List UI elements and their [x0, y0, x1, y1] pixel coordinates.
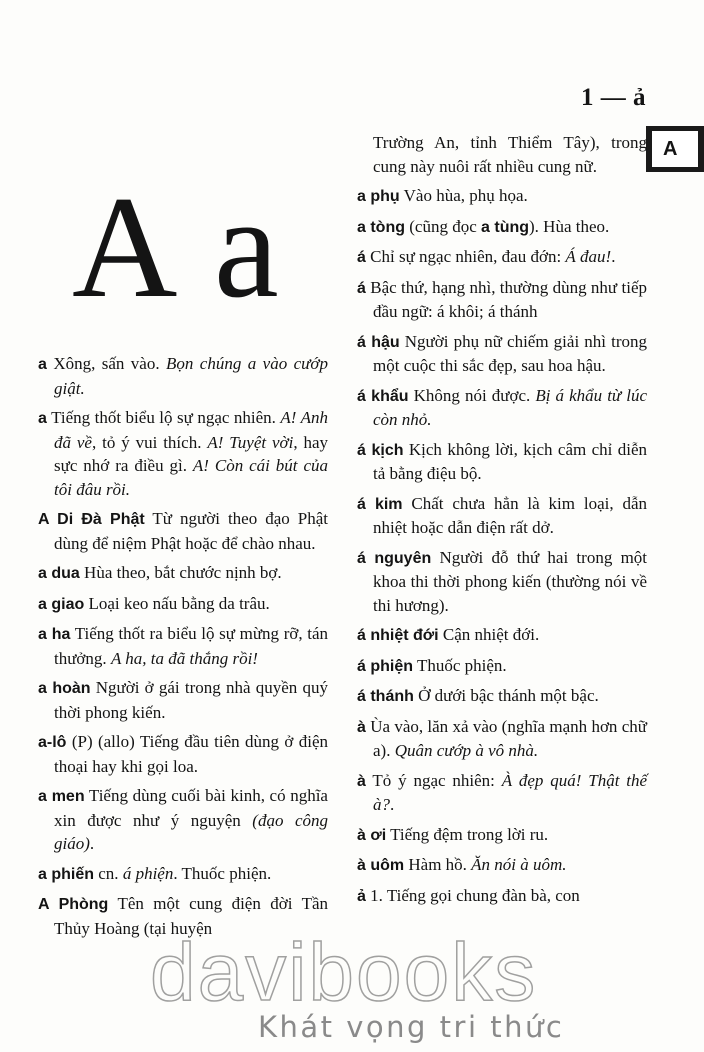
headword: à uôm — [357, 857, 405, 874]
entry — [38, 622, 328, 670]
headword: a giao — [38, 595, 85, 613]
definition: Tiếng dùng cuối bài kinh, có nghĩa xin được như ý nguyện — [54, 786, 328, 830]
headword: à — [357, 772, 366, 790]
entry — [357, 330, 647, 378]
entry — [38, 862, 328, 887]
definition: Tỏ ý ngạc nhiên: — [372, 770, 495, 790]
entry — [357, 245, 647, 270]
headword: a — [38, 356, 47, 373]
headword: á nguyên — [357, 549, 432, 567]
headword: á kim — [357, 495, 403, 513]
definition: , hay sực nhớ ra điều gì. — [54, 432, 329, 475]
definition: Hàm hồ. — [408, 855, 467, 874]
entry — [357, 823, 647, 848]
entry — [357, 492, 647, 540]
example: Quân cướp à vô nhà. — [394, 741, 539, 760]
headword: á — [357, 249, 366, 266]
entry — [357, 184, 647, 209]
definition: Bậc thứ, hạng nhì, thường dùng như tiếp đầu ngữ: á khôi; á thánh — [370, 277, 647, 321]
entry — [357, 769, 647, 817]
entry — [357, 546, 647, 618]
entry — [357, 884, 647, 909]
headword: a hoàn — [38, 680, 91, 697]
headword: a — [38, 410, 47, 427]
definition: . Thuốc phiện. — [173, 863, 272, 883]
entry — [357, 654, 647, 679]
example: A! Tuyệt vời — [207, 432, 294, 452]
example: A! Còn cái bút của tôi đâu rồi. — [54, 456, 328, 499]
headword: ả — [357, 887, 366, 905]
definition: . — [611, 247, 616, 266]
definition: . — [89, 834, 95, 853]
watermark-slogan: Khát vọng tri thức — [258, 1010, 565, 1044]
headword: A Phòng — [38, 896, 109, 913]
headword: a ha — [38, 626, 71, 643]
entry — [357, 384, 647, 432]
example: á phiện — [122, 863, 174, 883]
entry — [38, 730, 328, 778]
column-right — [357, 131, 647, 914]
example: (đạo công giáo) — [54, 810, 328, 853]
definition: Loại keo nấu bằng da trâu. — [88, 593, 270, 613]
running-header: 1 — ả — [581, 84, 646, 111]
example: A! Anh đã về — [54, 408, 329, 452]
definition: (cũng đọc — [409, 216, 477, 236]
entry — [357, 715, 647, 763]
definition: Chất chưa hẳn là kim loại, dẫn nhiệt hoặc dẫn điện rất dở. — [373, 493, 647, 537]
definition: (P) (allo) Tiếng đầu tiên dùng ở điện thoại hay khi gọi loa. — [54, 732, 329, 776]
headword: á thánh — [357, 688, 414, 705]
entry — [38, 676, 328, 724]
headword: á phiện — [357, 657, 414, 675]
example: Ăn nói à uôm. — [471, 855, 567, 874]
definition: Tiếng thốt biểu lộ sự ngạc nhiên. — [51, 408, 276, 427]
example: Bị á khẩu từ lúc còn nhỏ. — [373, 385, 648, 429]
entry — [38, 561, 328, 586]
definition: Thuốc phiện. — [416, 655, 507, 675]
definition: Ùa vào, lăn xả vào (nghĩa mạnh hơn chữ a). — [370, 716, 647, 760]
entry-continuation — [357, 131, 647, 178]
example: À đẹp quá! Thật thế à? — [373, 770, 648, 814]
definition: Ở dưới bậc thánh một bậc. — [418, 686, 599, 705]
headword: á khẩu — [357, 387, 409, 405]
definition: Kịch không lời, kịch câm chỉ diễn tả bằng điệu bộ. — [373, 439, 648, 483]
definition: Người đỗ thứ hai trong một khoa thi thời phong kiến (thường nói về thi hương). — [373, 547, 648, 615]
definition: Cận nhiệt đới. — [442, 625, 540, 644]
definition: Không nói được. — [413, 385, 531, 405]
thumb-index-tab — [646, 126, 704, 172]
entry — [357, 853, 647, 878]
headword: a dua — [38, 565, 80, 582]
definition: Trường An, tỉnh Thiểm Tây), trong cung này nuôi rất nhiều cung nữ. — [373, 133, 647, 176]
entry — [38, 784, 328, 856]
section-title: A a — [72, 166, 283, 328]
entry — [357, 215, 647, 240]
headword: à ơi — [357, 826, 387, 844]
watermark-brand: davibooks — [150, 927, 538, 1018]
thumb-index-letter: A — [652, 131, 698, 167]
definition: Hùa theo, bắt chước nịnh bợ. — [84, 563, 282, 582]
definition: Chỉ sự ngạc nhiên, đau đớn: — [370, 247, 562, 266]
definition: Tên một cung điện đời Tần Thủy Hoàng (tại huyện — [54, 894, 328, 938]
definition: Từ người theo đạo Phật dùng để niệm Phật hoặc để chào nhau. — [54, 509, 328, 553]
entry — [38, 406, 328, 501]
entry — [38, 352, 328, 400]
headword: à — [357, 718, 366, 736]
headword: á kịch — [357, 441, 404, 459]
definition: Xông, sấn vào. — [53, 354, 160, 373]
headword-variant: a tùng — [481, 218, 530, 236]
example: A ha, ta đã thắng rồi! — [110, 648, 258, 668]
example: Á đau! — [565, 247, 612, 266]
headword: a tòng — [357, 218, 405, 236]
entry — [38, 507, 328, 555]
definition: Tiếng đệm trong lời ru. — [390, 824, 549, 844]
headword: á nhiệt đới — [357, 627, 439, 644]
entry — [357, 438, 647, 486]
headword: a-lô — [38, 734, 67, 751]
headword: a men — [38, 788, 85, 805]
definition: 1. Tiếng gọi chung đàn bà, con — [370, 885, 580, 905]
definition: Tiếng thốt ra biểu lộ sự mừng rỡ, tán thưởng. — [54, 624, 328, 668]
entry — [38, 592, 328, 617]
definition: ). Hùa theo. — [529, 216, 610, 236]
headword: a phụ — [357, 188, 400, 205]
definition: cn. — [98, 863, 119, 883]
headword: á — [357, 279, 366, 297]
column-left — [38, 352, 328, 946]
headword: a phiến — [38, 865, 95, 883]
definition: Người phụ nữ chiếm giải nhì trong một cuộc thi sắc đẹp, sau hoa hậu. — [373, 331, 648, 375]
headword: A Di Đà Phật — [38, 511, 145, 528]
definition: Vào hùa, phụ họa. — [403, 186, 528, 205]
entry — [357, 276, 647, 324]
entry — [357, 623, 647, 648]
definition: Người ở gái trong nhà quyền quý thời phong kiến. — [54, 678, 328, 722]
definition: , tỏ ý vui thích. — [91, 432, 202, 452]
entry — [357, 684, 647, 709]
definition: . — [390, 795, 395, 814]
example: Bọn chúng a vào cướp giật. — [54, 354, 328, 398]
headword: á hậu — [357, 333, 400, 351]
